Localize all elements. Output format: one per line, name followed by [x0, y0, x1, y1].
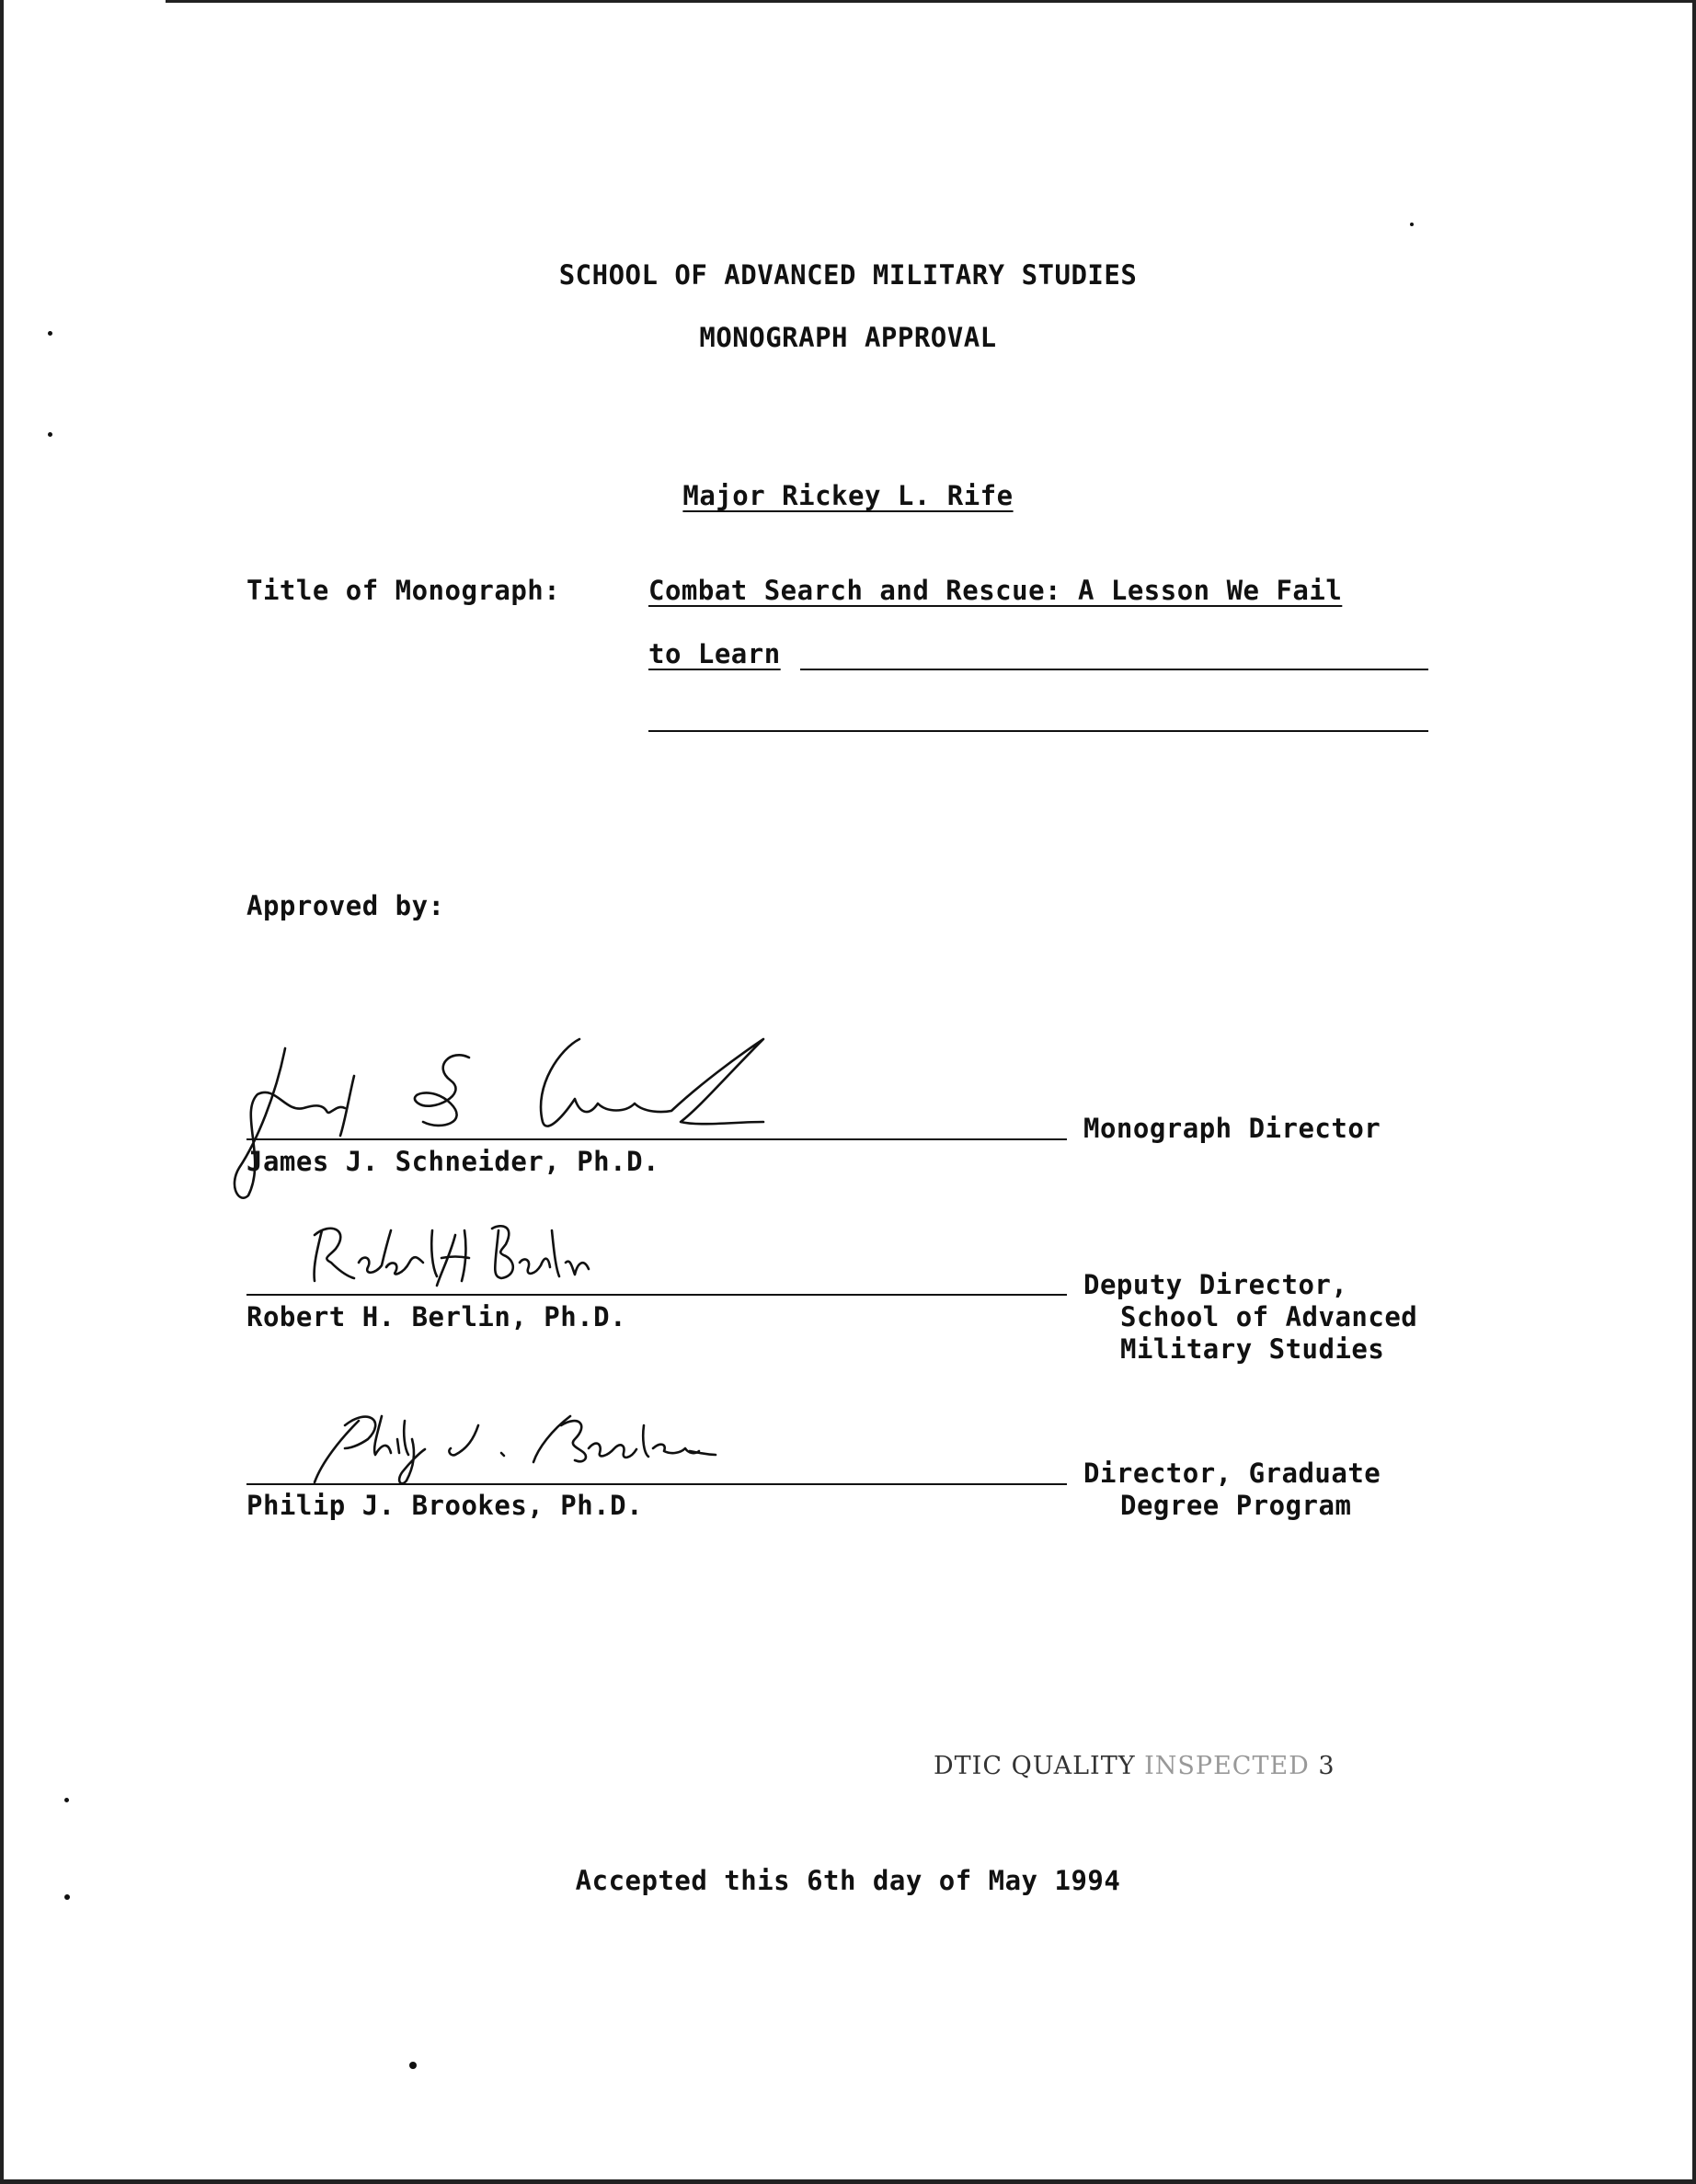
monograph-title-line1: Combat Search and Rescue: A Lesson We Fail	[648, 575, 1343, 606]
signature-line-1	[246, 1138, 1067, 1140]
approver-role-3-line2: Degree Program	[1120, 1490, 1352, 1521]
approver-role-2-line1: Deputy Director,	[1083, 1269, 1348, 1300]
approver-role-3-line1: Director, Graduate	[1083, 1458, 1381, 1489]
page-border-top	[166, 0, 1696, 3]
stamp-tail: 3	[1309, 1752, 1335, 1780]
approver-name-1: James J. Schneider, Ph.D.	[246, 1146, 659, 1177]
scan-speck	[48, 432, 52, 437]
signature-brookes	[304, 1398, 717, 1490]
author-name: Major Rickey L. Rife	[682, 480, 1014, 511]
approver-role-2-line2: School of Advanced	[1120, 1301, 1418, 1332]
approver-role-2-line3: Military Studies	[1120, 1333, 1385, 1365]
signature-schneider	[221, 1030, 791, 1214]
dtic-quality-stamp	[934, 1752, 1335, 1780]
accepted-date: Accepted this 6th day of May 1994	[575, 1865, 1121, 1896]
approver-name-3: Philip J. Brookes, Ph.D.	[246, 1490, 644, 1521]
signature-line-3	[246, 1483, 1067, 1485]
title-line2-rule	[800, 669, 1428, 670]
approved-by-label: Approved by:	[246, 890, 445, 921]
monograph-title-label: Title of Monograph:	[246, 575, 561, 606]
stamp-clear: DTIC QUALITY	[934, 1752, 1145, 1780]
scan-speck	[1410, 223, 1414, 226]
scan-speck	[64, 1798, 69, 1802]
approver-name-2: Robert H. Berlin, Ph.D.	[246, 1301, 627, 1332]
signature-line-2	[246, 1294, 1067, 1296]
scan-speck	[409, 2062, 417, 2069]
monograph-title-line2: to Learn	[648, 638, 781, 669]
approver-role-1-line1: Monograph Director	[1083, 1113, 1381, 1144]
title-line3-rule	[648, 730, 1428, 732]
signature-berlin	[304, 1212, 607, 1295]
stamp-faded: INSPECTED	[1144, 1752, 1310, 1780]
form-title: MONOGRAPH APPROVAL	[699, 322, 997, 353]
school-heading: SCHOOL OF ADVANCED MILITARY STUDIES	[558, 259, 1138, 291]
page-border-bottom	[0, 2179, 1696, 2184]
